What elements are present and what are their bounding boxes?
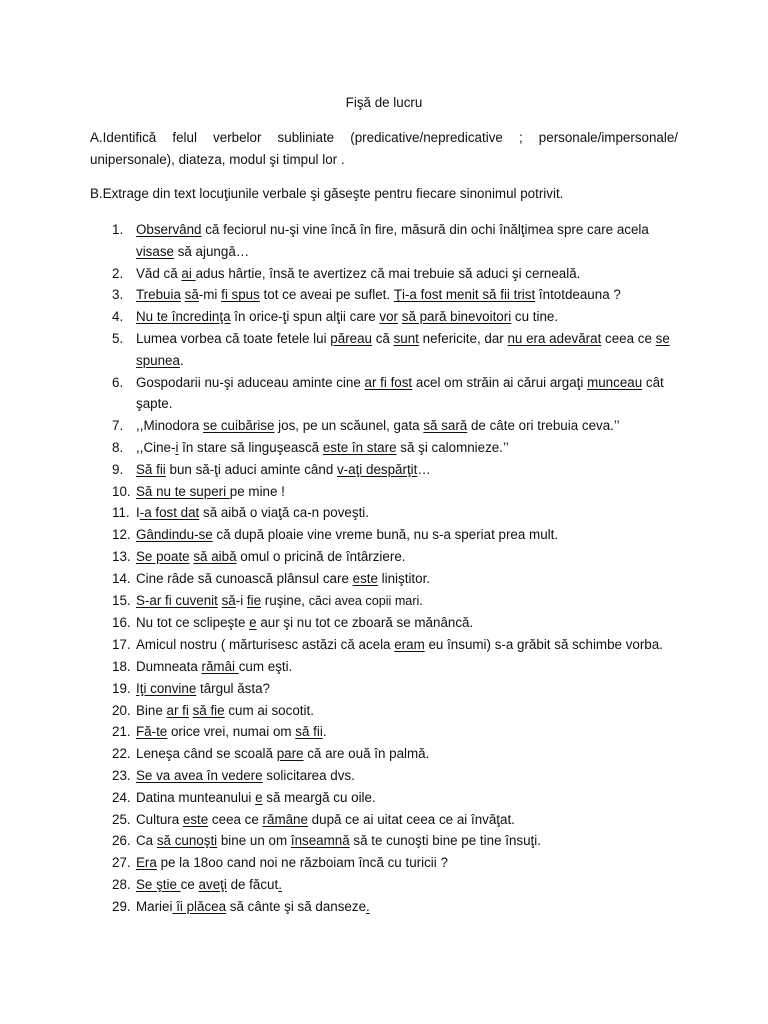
sentence-text: jos, pe un scăunel, gata [274,418,424,434]
sentence-text: bine un om [217,833,291,849]
list-item-number: 26. [112,833,131,849]
underlined-verb: Se ştie [136,876,181,892]
list-item-number: 19. [112,680,131,696]
sentence-text: după ce ai uitat ceea ce ai învăţat. [307,811,515,827]
list-item [0,328,768,372]
underlined-verb: visase [136,243,174,259]
sentence-text: orice vrei, numai om [167,724,296,740]
underlined-verb: păreau [330,330,372,346]
list-item-number: 23. [112,767,131,783]
list-item-number: 28. [112,876,131,892]
list-item-number: 16. [112,615,131,631]
sentence-text: Leneşa când se scoală [136,746,277,762]
underlined-verb: Ţi-a fost menit să fii trist [393,287,536,303]
underlined-verb: e [249,615,257,631]
list-item [0,787,768,809]
list-item-number: 8. [112,439,124,455]
sentence-text: că feciorul nu-şi vine încă în fire, măsură din ochi înălţimea spre care acela [201,222,649,237]
list-item-number: 13. [112,548,131,564]
list-item [0,809,768,831]
underlined-verb: Observând [136,222,202,237]
sentence-text: aur şi nu tot ce zboară se mănâncă. [256,615,474,631]
list-item [0,306,768,328]
underlined-verb: să fii [295,724,323,740]
underlined-verb: Se va avea în vedere [136,767,263,783]
underlined-verb: este [182,811,209,827]
sentence-text: să te cunoşti bine pe tine însuţi. [349,833,541,849]
sentence-text: cât şapte. [136,374,664,412]
sentence-text: ,,Minodora [136,418,203,434]
list-item [0,590,768,613]
task-b-instruction: B.Extrage din text locuţiunile verbale şi găseşte pentru fiecare sinonimul potrivit. [90,186,564,201]
sentence-text: liniştitor. [377,570,431,586]
list-item [0,219,768,263]
underlined-verb: e [255,789,263,805]
underlined-verb: rămâne [262,811,308,827]
underlined-verb: munceau [587,374,643,390]
sentence-text: în orice-ţi spun alţii care [230,309,380,325]
sentence-text: Amicul nostru ( mărturisesc astăzi că acela [136,637,395,653]
sentence-text: că după ploaie vine vreme bună, nu s-a speriat prea mult. [212,527,559,543]
list-item [0,700,768,722]
underlined-verb: ar fi [166,702,189,718]
underlined-verb: . [366,898,370,914]
underlined-verb: v-aţi despărţit [336,461,418,477]
list-item [0,656,768,678]
sentence-text: Cultura [136,811,183,827]
sentence-text: tot ce aveai pe suflet. [259,287,394,303]
sentence-text: eu însumi) s-a grăbit să schimbe vorba. [424,637,663,653]
list-item [0,743,768,765]
underlined-verb: i [175,439,179,455]
list-item [0,524,768,546]
sentence-text: omul o pricină de întârziere. [236,548,406,564]
sentence-text: întotdeauna ? [535,287,621,303]
sentence-text: Cine râde să cunoască plânsul care [136,570,353,586]
sentence-text: Nu tot ce sclipeşte [136,615,250,631]
sentence-text: cum eşti. [238,658,293,674]
underlined-verb: S-ar fi cuvenit [136,592,218,608]
sentence-text: ,,Cine- [136,439,176,455]
list-item [0,765,768,787]
underlined-verb: Nu te încredinţa [136,309,231,325]
underlined-verb: Să fii [136,461,166,477]
list-item [0,437,768,459]
sentence-text: ruşine, [261,592,309,608]
underlined-verb: îi plăcea [172,898,227,914]
list-item-number: 4. [112,309,124,325]
underlined-verb: ai [181,265,196,281]
list-item-number: 20. [112,702,131,718]
underlined-verb: înseamnă [290,833,350,849]
underlined-verb: -a fost dat [139,505,200,521]
sentence-text: solicitarea dvs. [262,767,355,783]
list-item-number: 1. [112,222,124,237]
sentence-text: ceea ce [601,330,656,346]
sentence-text: să cânte şi să danseze [226,898,367,914]
sentence-text: în stare să linguşească [178,439,323,455]
sentence-text: pe la 18oo cand noi ne războiam încă cu turicii ? [156,855,448,871]
list-item-number: 18. [112,658,131,674]
underlined-verb: să aibă [193,548,237,564]
sentence-text: târgul ăsta? [196,680,270,696]
list-item-number: 3. [112,287,124,303]
underlined-verb: . [278,876,282,892]
task-a-instruction: A.Identifică felul verbelor subliniate (predicative/nepredicative ; personale/impersonale/ unipersonale), diateza, modul şi timpul lor . [90,130,678,167]
sentence-text: nefericite, dar [418,330,508,346]
list-item-number: 7. [112,418,124,434]
underlined-verb: pare [276,746,304,762]
underlined-verb: fi spus [221,287,260,303]
list-item-number: 22. [112,746,131,762]
list-item-number: 24. [112,789,131,805]
sentence-text: cum ai socotit. [224,702,314,718]
sentence-text: Ca [136,833,157,849]
underlined-verb: rămâi [201,658,239,674]
sentence-text: adus hârtie, însă te avertizez că mai trebuie să aduci şi cerneală. [195,265,581,281]
list-item-number: 6. [112,374,124,390]
sentence-text: Datina munteanului [136,789,256,805]
list-item [0,415,768,437]
sentence-text: ce [180,876,199,892]
list-item-number: 5. [112,330,124,346]
sentence-text: Lumea vorbea că toate fetele lui [136,330,331,346]
underlined-verb: Iţi convine [136,680,197,696]
list-item-number: 12. [112,527,131,543]
sentence-text: cu tine. [511,309,559,325]
list-item [0,481,768,503]
sentence-text: că are ouă în palmă. [303,746,430,762]
list-item [0,634,768,656]
underlined-verb: să sară [423,418,468,434]
list-item [0,372,768,416]
list-item-number: 2. [112,265,124,281]
sentence-text: că [372,330,394,346]
list-item [0,612,768,634]
sentence-text: Văd că [136,265,182,281]
underlined-verb: este [352,570,378,586]
underlined-verb: ar fi fost [364,374,413,390]
underlined-verb: se spunea [136,330,670,368]
sentence-text: să şi calomnieze.’’ [396,439,509,455]
underlined-verb: să [221,592,236,608]
list-item-number: 27. [112,855,131,871]
underlined-verb: vor [379,309,399,325]
underlined-verb: Gândindu-se [136,527,213,543]
underlined-verb: se cuibărise [203,418,275,434]
sentence-text: pe mine ! [229,483,285,499]
sentence-text: Gospodarii nu-şi aduceau aminte cine [136,374,365,390]
list-item-number: 15. [112,592,131,608]
sentence-text: Bine [136,702,167,718]
list-item-number: 21. [112,724,131,740]
sentence-list [0,219,768,918]
list-item-number: 14. [112,570,131,586]
underlined-verb: Să nu te superi [136,483,230,499]
underlined-verb: să fie [192,702,225,718]
underlined-verb: fie [246,592,262,608]
list-item [0,459,768,481]
sentence-text: -mi [198,287,222,303]
sentence-text: căci avea copii mari. [308,593,423,608]
list-item-number: 10. [112,483,131,499]
list-item [0,896,768,918]
list-item [0,284,768,306]
sentence-text: . [179,352,184,368]
page-title: Fişă de lucru [345,95,423,110]
list-item [0,263,768,285]
sentence-text: de câte ori trebuia ceva.’’ [467,418,620,434]
list-item [0,568,768,590]
underlined-verb: Trebuia [136,287,181,303]
list-item-number: 11. [112,505,130,521]
underlined-verb: Se poate [136,548,190,564]
sentence-text: Dumneata [136,658,202,674]
list-item [0,721,768,743]
underlined-verb: aveţi [198,876,227,892]
sentence-text: să ajungă… [173,243,250,259]
sentence-text: I [136,505,140,521]
list-item-number: 25. [112,811,131,827]
sentence-text: ceea ce [208,811,263,827]
sentence-text: să meargă cu oile. [262,789,376,805]
list-item [0,830,768,852]
underlined-verb: este în stare [322,439,397,455]
list-item [0,678,768,700]
list-item-number: 17. [112,637,131,653]
underlined-verb: eram [394,637,425,653]
sentence-text: -i [235,592,247,608]
sentence-text: . [322,724,327,740]
list-item [0,852,768,874]
list-item-number: 29. [112,898,131,914]
sentence-text: … [417,461,431,477]
underlined-verb: nu era adevărat [507,330,602,346]
sentence-text: acel om străin ai cărui argaţi [412,374,588,390]
list-item [0,874,768,896]
underlined-verb: sunt [393,330,419,346]
underlined-verb: Era [136,855,157,871]
list-item [0,502,768,524]
underlined-verb: să pară binevoitori [401,309,512,325]
underlined-verb: Fă-te [136,724,168,740]
sentence-text: de făcut [226,876,279,892]
underlined-verb: să [184,287,199,303]
list-item-number: 9. [112,461,124,477]
sentence-text: Mariei [136,898,173,914]
list-item [0,546,768,568]
sentence-text: bun să-ţi aduci aminte când [165,461,337,477]
sentence-text: să aibă o viaţă ca-n poveşti. [199,505,369,521]
underlined-verb: să cunoşti [156,833,218,849]
